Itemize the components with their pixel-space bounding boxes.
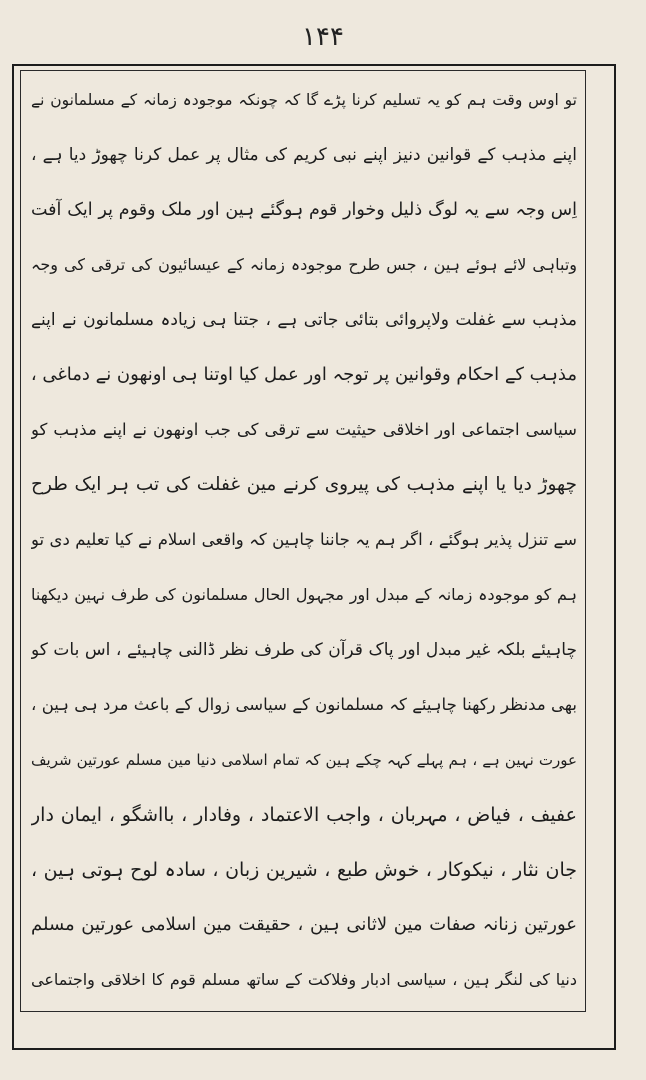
text-line: عورت نہین ہے ، ہم پہلے کہہ چکے ہین کہ تمام اسلامی دنیا مین مسلم عورتین شریف — [31, 751, 577, 769]
text-line: مذہب سے غفلت ولاپروائی بتائی جاتی ہے ، جتنا ہی زیادہ مسلمانون نے اپنے — [31, 310, 577, 330]
text-line: سے تنزل پذیر ہوگئے ، اگر ہم یہ جاننا چاہین کہ واقعی اسلام نے کیا تعلیم دی تو — [31, 530, 577, 549]
text-line: وتباہی لائے ہوئے ہین ، جس طرح موجودہ زمانہ کے عیسائیون کی ترقی کی وجہ — [31, 255, 577, 274]
text-line: اِس وجہ سے یہ لوگ ذلیل وخوار قوم ہوگئے ہین اور ملک وقوم پر ایک آفت — [31, 200, 577, 220]
text-frame — [20, 70, 586, 1012]
text-line: چھوڑ دیا یا اپنے مذہب کی پیروی کرنے مین غفلت کی تب ہر ایک طرح — [31, 474, 577, 495]
text-line: ہم کو موجودہ زمانہ کے مبدل اور مجہول الحال مسلمانون کی طرف نہین دیکھنا — [31, 585, 577, 604]
text-line: عفیف ، فیاض ، مہربان ، واجب الاعتماد ، وفادار ، بااشگو ، ایمان دار — [31, 804, 577, 826]
text-line: چاہیئے بلکہ غیر مبدل اور پاک قرآن کی طرف نظر ڈالنی چاہیئے ، اس بات کو — [31, 640, 577, 660]
text-block — [31, 81, 577, 999]
page-number: ۱۴۴ — [302, 22, 344, 52]
text-line: بھی مدنظر رکھنا چاہیئے کہ مسلمانون کے سیاسی زوال کے باعث مرد ہی ہین ، — [31, 695, 577, 714]
text-line: سیاسی اجتماعی اور اخلاقی حیثیت سے ترقی کی جب اونھون نے اپنے مذہب کو — [31, 420, 577, 439]
text-line: عورتین زنانہ صفات مین لاثانی ہین ، حقیقت مین اسلامی عورتین مسلم — [31, 914, 577, 935]
text-line: دنیا کی لنگر ہین ، سیاسی ادبار وفلاکت کے ساتھ مسلم قوم کا اخلاقی واجتماعی — [31, 970, 577, 989]
text-line: اپنے مذہب کے قوانین دنیز اپنے نبی کریم کی مثال پر عمل کرنا چھوڑ دیا ہے ، — [31, 145, 577, 165]
text-line: مذہب کے احکام وقوانین پر توجہ اور عمل کیا اوتنا ہی اونھون نے دماغی ، — [31, 364, 577, 385]
text-line: تو اوس وقت ہم کو یہ تسلیم کرنا پڑے گا کہ چونکہ موجودہ زمانہ کے مسلمانون نے — [31, 91, 577, 109]
text-line: جان نثار ، نیکوکار ، خوش طبع ، شیرین زبان ، سادہ لوح ہوتی ہین ، — [31, 859, 577, 881]
